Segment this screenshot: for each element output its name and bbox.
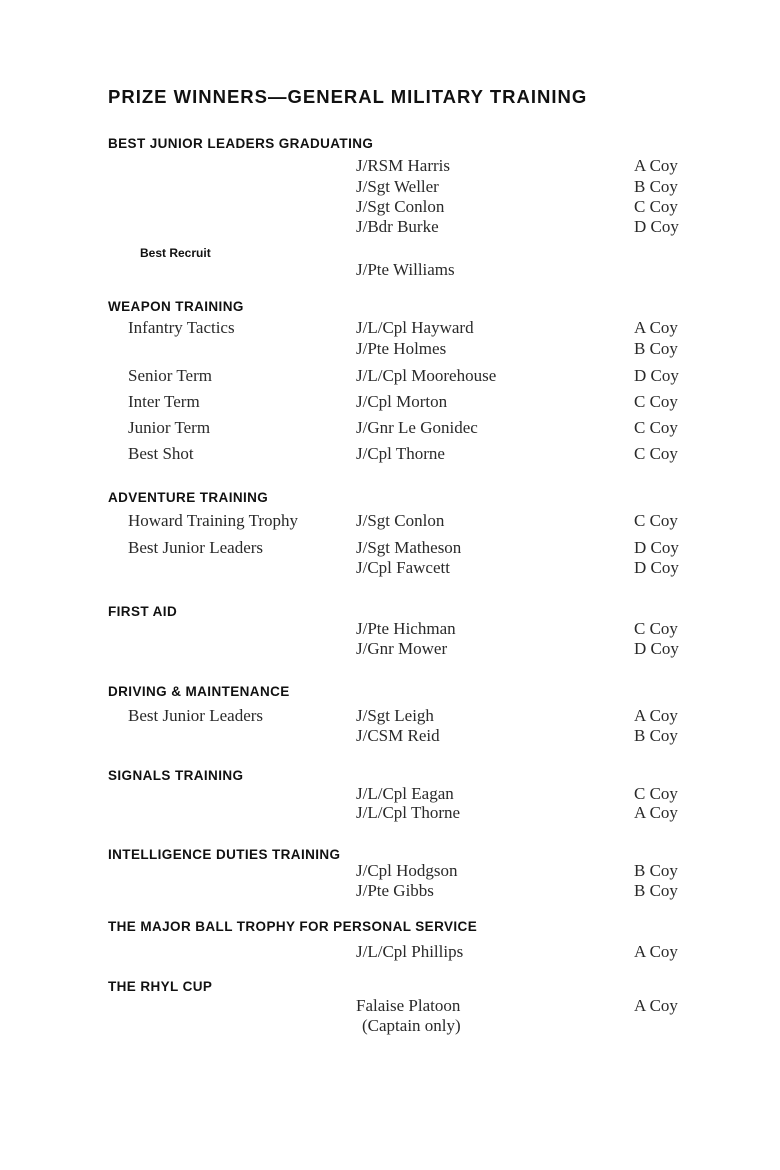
winner-name: J/L/Cpl Eagan xyxy=(356,784,454,803)
company: C Coy xyxy=(634,619,678,638)
winner-name: J/Pte Williams xyxy=(356,260,455,279)
company: D Coy xyxy=(634,639,679,658)
company: B Coy xyxy=(634,861,678,880)
company: A Coy xyxy=(634,156,678,175)
category-label: Infantry Tactics xyxy=(128,318,235,337)
company: C Coy xyxy=(634,197,678,216)
section-heading-first-aid: FIRST AID xyxy=(108,604,178,619)
winner-name: J/Sgt Matheson xyxy=(356,538,462,557)
company: D Coy xyxy=(634,538,679,557)
winner-name: J/Gnr Mower xyxy=(356,639,448,658)
company: C Coy xyxy=(634,444,678,463)
company: A Coy xyxy=(634,996,678,1015)
winner-name: J/Sgt Leigh xyxy=(356,706,434,725)
company: B Coy xyxy=(634,726,678,745)
company: C Coy xyxy=(634,784,678,803)
company: A Coy xyxy=(634,318,678,337)
winner-name: J/Cpl Morton xyxy=(356,392,448,411)
company: A Coy xyxy=(634,803,678,822)
winner-name: J/CSM Reid xyxy=(356,726,440,745)
winner-name: J/Pte Gibbs xyxy=(356,881,434,900)
winner-name: J/Sgt Conlon xyxy=(356,511,445,530)
company: A Coy xyxy=(634,942,678,961)
page-title: PRIZE WINNERS—GENERAL MILITARY TRAINING xyxy=(108,86,588,107)
section-heading-signals-training: SIGNALS TRAINING xyxy=(108,768,244,783)
best-recruit-label: Best Recruit xyxy=(140,246,211,260)
category-label: Best Shot xyxy=(128,444,194,463)
winner-name: J/L/Cpl Moorehouse xyxy=(356,366,497,385)
category-label: Howard Training Trophy xyxy=(128,511,299,530)
section-heading-adventure-training: ADVENTURE TRAINING xyxy=(108,490,269,505)
company: C Coy xyxy=(634,392,678,411)
category-label: Senior Term xyxy=(128,366,212,385)
winner-name: J/L/Cpl Phillips xyxy=(356,942,464,961)
winner-name: J/Cpl Hodgson xyxy=(356,861,458,880)
section-heading-best-junior-leaders: BEST JUNIOR LEADERS GRADUATING xyxy=(108,136,374,151)
company: B Coy xyxy=(634,177,678,196)
winner-name: J/Cpl Thorne xyxy=(356,444,445,463)
winner-name: J/Pte Holmes xyxy=(356,339,447,358)
winner-name: J/RSM Harris xyxy=(356,156,450,175)
company: B Coy xyxy=(634,881,678,900)
winner-name: J/Sgt Weller xyxy=(356,177,439,196)
winner-name: J/Bdr Burke xyxy=(356,217,439,236)
winner-name: J/L/Cpl Thorne xyxy=(356,803,461,822)
winner-name: J/L/Cpl Hayward xyxy=(356,318,474,337)
company: D Coy xyxy=(634,558,679,577)
section-heading-driving-maintenance: DRIVING & MAINTENANCE xyxy=(108,684,290,699)
company: B Coy xyxy=(634,339,678,358)
category-label: Best Junior Leaders xyxy=(128,538,264,557)
winner-name: J/Cpl Fawcett xyxy=(356,558,450,577)
winner-name: Falaise Platoon xyxy=(356,996,461,1015)
company: A Coy xyxy=(634,706,678,725)
category-label: Inter Term xyxy=(128,392,200,411)
category-label: Junior Term xyxy=(128,418,211,437)
company: C Coy xyxy=(634,418,678,437)
section-heading-intelligence-duties: INTELLIGENCE DUTIES TRAINING xyxy=(108,847,341,862)
winner-name: J/Pte Hichman xyxy=(356,619,456,638)
winner-name: J/Gnr Le Gonidec xyxy=(356,418,478,437)
section-heading-weapon-training: WEAPON TRAINING xyxy=(108,299,244,314)
winner-note: (Captain only) xyxy=(362,1016,461,1035)
section-heading-major-ball-trophy: THE MAJOR BALL TROPHY FOR PERSONAL SERVICE xyxy=(108,919,478,934)
category-label: Best Junior Leaders xyxy=(128,706,264,725)
winner-name: J/Sgt Conlon xyxy=(356,197,445,216)
company: D Coy xyxy=(634,366,679,385)
company: D Coy xyxy=(634,217,679,236)
company: C Coy xyxy=(634,511,678,530)
section-heading-rhyl-cup: THE RHYL CUP xyxy=(108,979,213,994)
